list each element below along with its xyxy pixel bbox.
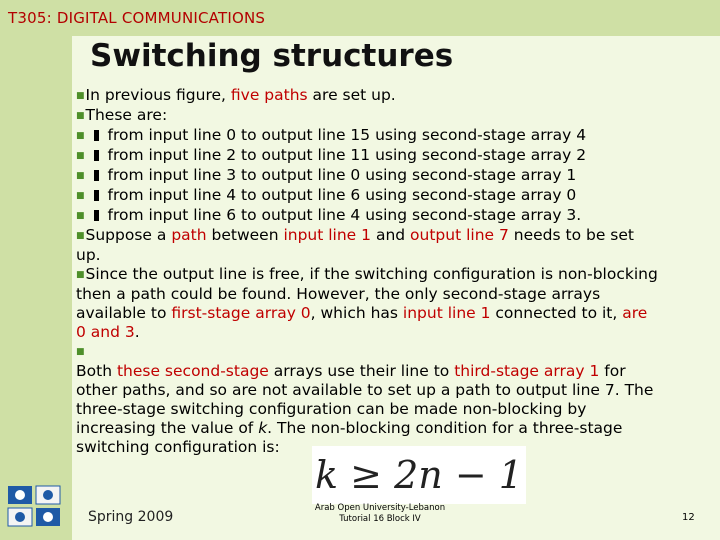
path-marker-icon (94, 150, 99, 161)
bullet-icon: ■ (76, 111, 85, 121)
bullet-icon: ■ (76, 171, 85, 181)
path-item: ■ from input line 6 to output line 4 using second-stage array 3. (76, 206, 582, 224)
slide-body (76, 86, 658, 457)
bullet-these-are: ■These are: (76, 106, 168, 124)
bullet-icon: ■ (76, 347, 85, 357)
bullet-previous-figure: ■In previous figure, five paths are set up. (76, 86, 396, 104)
sidebar-strip (0, 36, 72, 540)
bullet-icon: ■ (76, 191, 85, 201)
bullet-icon: ■ (76, 231, 85, 241)
paragraph-both: Both these second-stage arrays use their line to third-stage array 1 for other paths, and so are not available to set up a path to output line 7. The three-stage switching configuration can be made non-blocking by increasing the value of k. The non-blocking condition for a three-stage switching configuration is: (76, 362, 654, 456)
footer-university: Arab Open University-Lebanon (314, 503, 446, 513)
bullet-empty (76, 342, 658, 362)
formula-lhs: k (315, 453, 339, 497)
bullet-icon: ■ (76, 151, 85, 161)
path-item: ■ from input line 3 to output line 0 using second-stage array 1 (76, 166, 577, 184)
bullet-icon: ■ (76, 211, 85, 221)
nonblocking-formula (312, 446, 526, 504)
slide-title: Switching structures (90, 38, 454, 74)
path-marker-icon (94, 190, 99, 201)
formula-operator: ≥ (350, 453, 383, 497)
path-item: ■ from input line 0 to output line 15 using second-stage array 4 (76, 126, 587, 144)
page-number: 12 (682, 512, 695, 523)
bullet-since: ■Since the output line is free, if the switching configuration is non-blocking then a path could be found. However, the only second-stage arrays available to first-stage array 0, which has input line 1 connected to it, are 0 and 3. (76, 265, 658, 341)
formula-rhs: 2n − 1 (394, 453, 523, 497)
bullet-suppose: ■Suppose a path between input line 1 and output line 7 needs to be set up. (76, 226, 634, 264)
footer-credit (300, 503, 460, 525)
path-marker-icon (94, 130, 99, 141)
path-item: ■ from input line 4 to output line 6 using second-stage array 0 (76, 186, 577, 204)
bullet-icon: ■ (76, 270, 85, 280)
path-marker-icon (94, 210, 99, 221)
header-bar (0, 0, 720, 36)
footer-season: Spring 2009 (88, 509, 174, 525)
path-item: ■ from input line 2 to output line 11 using second-stage array 2 (76, 146, 587, 164)
bullet-icon: ■ (76, 131, 85, 141)
course-title: T305: DIGITAL COMMUNICATIONS (8, 9, 266, 27)
path-marker-icon (94, 170, 99, 181)
aou-logo-icon (6, 484, 62, 528)
bullet-icon: ■ (76, 91, 85, 101)
footer-tutorial: Tutorial 16 Block IV (339, 514, 421, 524)
